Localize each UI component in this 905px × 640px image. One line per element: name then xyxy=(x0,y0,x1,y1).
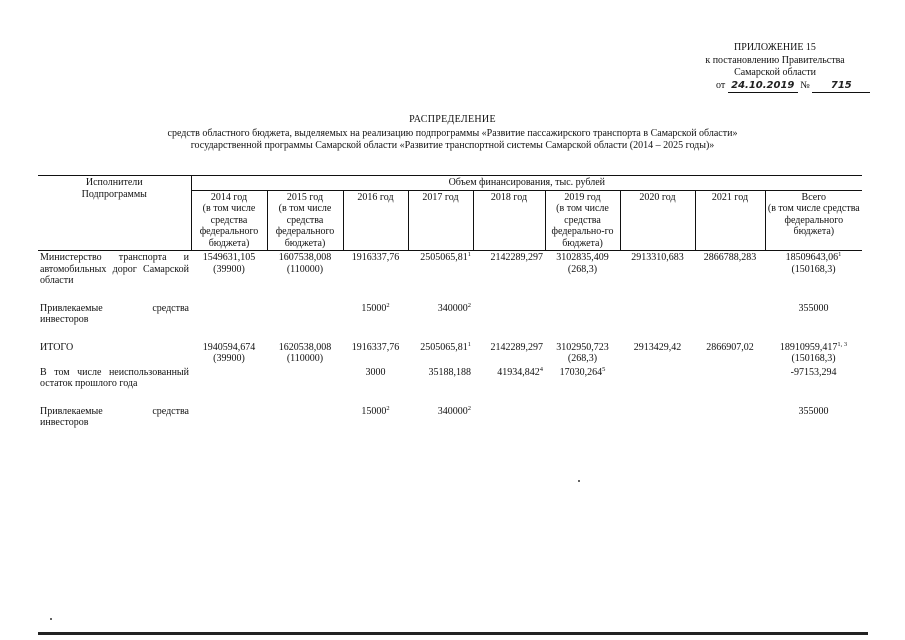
table-row xyxy=(38,341,862,366)
cell-value: 1916337,76 xyxy=(351,252,400,263)
cell-federal-value: (110000) xyxy=(286,353,324,364)
cell-value: 2505065,81 xyxy=(420,252,468,263)
table-cell xyxy=(191,341,267,366)
table-cell xyxy=(695,366,765,391)
row-spacer xyxy=(38,391,862,405)
table-cell xyxy=(765,302,862,327)
table-cell xyxy=(408,251,473,288)
table-cell xyxy=(191,251,267,288)
table-cell xyxy=(695,251,765,288)
cell-federal-value: (39900) xyxy=(213,353,245,364)
footnote-mark: 4 xyxy=(539,365,543,373)
cell-value: 355000 xyxy=(798,405,829,417)
row-spacer xyxy=(38,327,862,341)
table-cell xyxy=(545,251,620,288)
header-subprograms: Подпрограммы xyxy=(81,188,147,200)
table-cell xyxy=(473,302,545,327)
row-label: Привлекаемые средства инвесторов xyxy=(40,405,189,428)
cell-value: 1940594,674 xyxy=(202,341,256,353)
table-cell xyxy=(408,302,473,327)
footnote-mark: 2 xyxy=(386,404,390,412)
table-cell xyxy=(343,366,408,391)
table-cell xyxy=(620,341,695,366)
cell-federal-value: (39900) xyxy=(213,263,245,275)
year-header-7: 2021 год xyxy=(695,190,765,251)
year-header-2: 2016 год xyxy=(343,190,408,251)
year-header-0: 2014 год (в том числе средства федерального бюджета) xyxy=(191,190,267,251)
table-cell xyxy=(473,251,545,288)
table-cell xyxy=(695,405,765,430)
footnote-mark: 2 xyxy=(386,301,390,309)
table-cell xyxy=(267,405,343,430)
row-label: ИТОГО xyxy=(40,341,74,353)
date-prefix: от xyxy=(716,79,726,91)
table-cell xyxy=(473,366,545,391)
cell-value: 2913429,42 xyxy=(633,341,682,353)
year-header-8: Всего (в том числе средства федерального бюджета) xyxy=(765,190,862,251)
cell-value: -97153,294 xyxy=(790,366,837,378)
year-header-3: 2017 год xyxy=(408,190,473,251)
col-header-executors xyxy=(38,176,191,251)
table-header-row xyxy=(38,176,862,191)
document-subtitle-line2: государственной программы Самарской области «Развитие транспортной системы Самарской области (2014 – 2025 годы)» xyxy=(190,140,715,151)
decree-date: 24.10.2019 xyxy=(731,79,795,91)
cell-value: 35188,188 xyxy=(428,366,471,378)
table-body xyxy=(38,251,862,430)
table-cell xyxy=(545,366,620,391)
table-row xyxy=(38,405,862,430)
cell-value: 17030,264 xyxy=(559,366,603,378)
cell-value: 1620538,008 xyxy=(278,341,332,353)
footnote-mark: 2 xyxy=(467,301,471,309)
table-cell xyxy=(473,405,545,430)
table-cell xyxy=(545,405,620,430)
table-cell xyxy=(343,405,408,430)
cell-value: 3102950,723 xyxy=(556,341,609,353)
cell-value: 340000 xyxy=(437,302,468,314)
cell-value: 18910959,417 xyxy=(779,341,838,353)
cell-value: 2142289,297 xyxy=(490,252,543,263)
row-label: В том числе неиспользованный остаток прошлого года xyxy=(40,366,189,389)
table-cell xyxy=(620,302,695,327)
table-cell xyxy=(267,366,343,391)
scan-speck xyxy=(578,480,580,482)
appendix-block xyxy=(690,42,860,93)
table-cell xyxy=(267,341,343,366)
table-cell xyxy=(191,405,267,430)
cell-value: 1916337,76 xyxy=(351,341,400,353)
footnote-mark: 1 xyxy=(838,251,842,258)
cell-value: 2142289,297 xyxy=(490,341,543,353)
year-header-1: 2015 год (в том числе средства федерального бюджета) xyxy=(267,190,343,251)
cell-value: 2505065,81 xyxy=(420,341,468,353)
table-cell xyxy=(695,302,765,327)
group-header: Объем финансирования, тыс. рублей xyxy=(191,176,862,191)
table-cell xyxy=(545,341,620,366)
table-cell xyxy=(620,405,695,430)
decree-date-line xyxy=(690,80,860,94)
table-cell xyxy=(408,366,473,391)
row-spacer xyxy=(38,288,862,302)
number-label: № xyxy=(800,79,810,91)
row-label: Привлекаемые средства инвесторов xyxy=(40,302,189,325)
cell-federal-value: (268,3) xyxy=(567,263,598,275)
footnote-mark: 1 xyxy=(467,340,471,348)
table-cell xyxy=(620,366,695,391)
year-header-5: 2019 год (в том числе средства федерально-го бюджета) xyxy=(545,190,620,251)
table-row xyxy=(38,251,862,288)
table-cell xyxy=(695,341,765,366)
year-header-6: 2020 год xyxy=(620,190,695,251)
year-header-4: 2018 год xyxy=(473,190,545,251)
table-cell xyxy=(191,302,267,327)
cell-value: 41934,842 xyxy=(497,366,540,378)
cell-value: 3102835,409 xyxy=(556,252,609,263)
footnote-mark: 5 xyxy=(602,365,606,373)
table-cell xyxy=(343,251,408,288)
footnote-mark: 1, 3 xyxy=(837,340,848,348)
table-cell xyxy=(343,341,408,366)
table-cell xyxy=(473,341,545,366)
table-cell xyxy=(620,251,695,288)
cell-value: 3000 xyxy=(365,366,386,378)
table-row xyxy=(38,302,862,327)
cell-value: 2913310,683 xyxy=(631,252,684,263)
footnote-mark: 1 xyxy=(467,251,471,258)
appendix-line-decree: к постановлению Правительства xyxy=(705,54,845,66)
cell-federal-value: (150168,3) xyxy=(791,353,836,364)
cell-value: 1549631,105 xyxy=(202,252,256,263)
cell-value: 2866907,02 xyxy=(706,341,754,353)
document-title: РАСПРЕДЕЛЕНИЕ xyxy=(409,114,496,125)
cell-federal-value: (150168,3) xyxy=(791,263,836,275)
footnote-mark: 2 xyxy=(467,404,471,412)
cell-value: 15000 xyxy=(361,405,387,417)
cell-value: 340000 xyxy=(437,405,468,417)
table-cell xyxy=(408,405,473,430)
cell-value: 355000 xyxy=(798,302,829,314)
table-cell xyxy=(765,366,862,391)
table-cell xyxy=(765,251,862,288)
header-executors: Исполнители xyxy=(85,177,143,188)
decree-number: 715 xyxy=(830,79,852,91)
table-row xyxy=(38,366,862,391)
page-bottom-edge xyxy=(38,632,868,635)
appendix-line-region: Самарской области xyxy=(734,67,816,78)
table-cell xyxy=(191,366,267,391)
cell-value: 18509643,06 xyxy=(785,252,839,263)
cell-value: 2866788,283 xyxy=(703,252,757,263)
cell-federal-value: (110000) xyxy=(286,263,324,275)
table-cell xyxy=(343,302,408,327)
table-cell xyxy=(408,341,473,366)
table-cell xyxy=(765,405,862,430)
cell-federal-value: (268,3) xyxy=(567,353,598,364)
cell-value: 1607538,008 xyxy=(278,252,332,263)
table-cell xyxy=(765,341,862,366)
appendix-title: ПРИЛОЖЕНИЕ 15 xyxy=(734,42,816,53)
table-cell xyxy=(545,302,620,327)
table-cell xyxy=(267,251,343,288)
document-subtitle-line1: средств областного бюджета, выделяемых на реализацию подпрограммы «Развитие пассажирского транспорта в Самарской области» xyxy=(167,128,738,139)
row-label: Министерство транспорта и автомобильных дорог Самарской области xyxy=(40,252,189,286)
table-cell xyxy=(267,302,343,327)
scan-speck xyxy=(50,618,52,620)
document-title-block xyxy=(80,114,825,152)
financing-table xyxy=(38,175,862,430)
cell-value: 15000 xyxy=(361,302,387,314)
